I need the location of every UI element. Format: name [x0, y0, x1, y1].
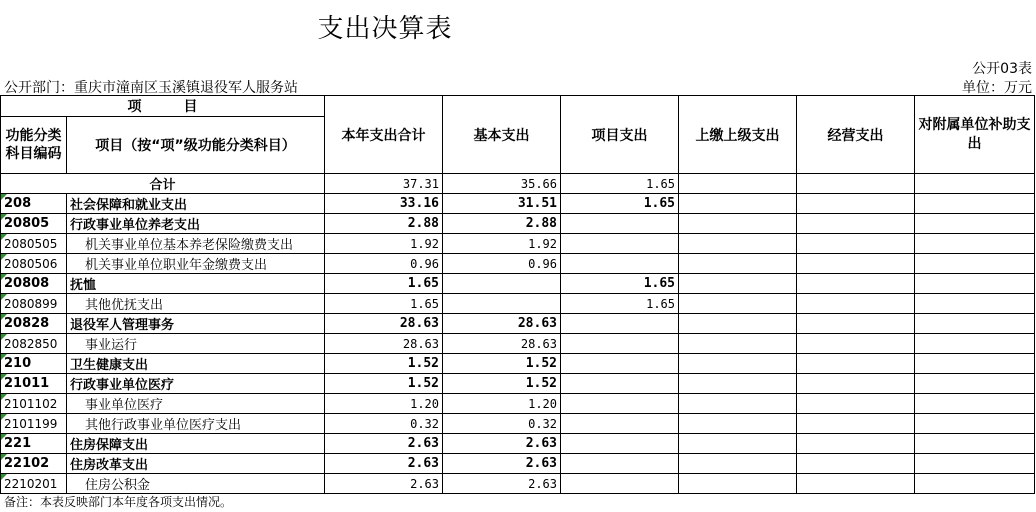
row-total: 28.63: [325, 314, 443, 334]
table-row: [1, 414, 1035, 434]
cell-marker-icon: [1, 414, 7, 420]
page-title: 支出决算表: [317, 14, 453, 44]
row-project: [561, 474, 679, 494]
row-code: [1, 214, 67, 234]
row-code-text: 2101102: [4, 396, 58, 411]
row-code: [1, 194, 67, 214]
row-upper: [679, 414, 797, 434]
row-business: [797, 474, 915, 494]
row-upper: [679, 254, 797, 274]
row-business: [797, 374, 915, 394]
row-subsidiary: [915, 254, 1035, 274]
row-code: [1, 334, 67, 354]
unit-label: 单位：万元: [962, 80, 1032, 96]
row-upper: [679, 474, 797, 494]
cell-marker-icon: [1, 474, 7, 480]
row-basic: 2.63: [443, 474, 561, 494]
table-row: [1, 474, 1035, 494]
row-basic: 1.52: [443, 354, 561, 374]
row-total: 2.63: [325, 454, 443, 474]
table-row: [1, 374, 1035, 394]
table-row: [1, 274, 1035, 294]
row-upper: [679, 234, 797, 254]
row-subsidiary: [915, 434, 1035, 454]
total-subsidiary: [915, 174, 1035, 194]
row-name: 机关事业单位职业年金缴费支出: [67, 254, 325, 274]
cell-marker-icon: [1, 314, 7, 320]
row-total: 1.92: [325, 234, 443, 254]
cell-marker-icon: [1, 354, 7, 360]
row-subsidiary: [915, 474, 1035, 494]
row-subsidiary: [915, 354, 1035, 374]
row-upper: [679, 314, 797, 334]
header-upper: 上缴上级支出: [679, 96, 797, 174]
table-row: [1, 394, 1035, 414]
row-upper: [679, 374, 797, 394]
row-code-text: 221: [4, 436, 32, 451]
row-business: [797, 274, 915, 294]
header-subsidiary: 对附属单位补助支出: [915, 96, 1035, 174]
table-row: [1, 254, 1035, 274]
row-code: [1, 374, 67, 394]
row-name: 住房公积金: [67, 474, 325, 494]
row-name: 事业单位医疗: [67, 394, 325, 414]
cell-marker-icon: [1, 374, 7, 380]
row-project: [561, 334, 679, 354]
row-code-text: 20805: [4, 216, 50, 231]
total-project: 1.65: [561, 174, 679, 194]
department-label: 公开部门：重庆市潼南区玉溪镇退役军人服务站: [4, 80, 298, 96]
row-code-text: 208: [4, 196, 32, 211]
row-code: [1, 254, 67, 274]
cell-marker-icon: [1, 294, 7, 300]
table-row: [1, 194, 1035, 214]
cell-marker-icon: [1, 394, 7, 400]
row-code-text: 2101199: [4, 416, 58, 431]
header-item-group: 项 目: [1, 96, 325, 117]
row-upper: [679, 294, 797, 314]
total-basic: 35.66: [443, 174, 561, 194]
total-upper: [679, 174, 797, 194]
row-code: [1, 414, 67, 434]
row-basic: [443, 294, 561, 314]
row-total: 1.65: [325, 274, 443, 294]
row-project: [561, 414, 679, 434]
row-code: [1, 294, 67, 314]
row-code-text: 2210201: [4, 476, 58, 491]
table-row: [1, 234, 1035, 254]
row-code-text: 20828: [4, 316, 50, 331]
row-name: 住房保障支出: [67, 434, 325, 454]
row-subsidiary: [915, 334, 1035, 354]
header-business: 经营支出: [797, 96, 915, 174]
row-business: [797, 354, 915, 374]
cell-marker-icon: [1, 454, 7, 460]
row-project: [561, 454, 679, 474]
row-code: [1, 274, 67, 294]
row-code: [1, 314, 67, 334]
row-total: 0.96: [325, 254, 443, 274]
table-row: [1, 434, 1035, 454]
total-label: 合计: [1, 174, 325, 194]
row-basic: 2.63: [443, 434, 561, 454]
row-subsidiary: [915, 294, 1035, 314]
cell-marker-icon: [1, 274, 7, 280]
row-business: [797, 334, 915, 354]
row-name: 退役军人管理事务: [67, 314, 325, 334]
row-code: [1, 474, 67, 494]
row-subsidiary: [915, 314, 1035, 334]
row-code-text: 21011: [4, 376, 50, 391]
row-project: 1.65: [561, 274, 679, 294]
row-subsidiary: [915, 214, 1035, 234]
row-code: [1, 354, 67, 374]
row-name: 其他优抚支出: [67, 294, 325, 314]
cell-marker-icon: [1, 194, 7, 200]
row-project: 1.65: [561, 294, 679, 314]
form-code: 公开03表: [972, 61, 1032, 77]
cell-marker-icon: [1, 214, 7, 220]
row-basic: 0.96: [443, 254, 561, 274]
row-total: 2.63: [325, 434, 443, 454]
row-basic: 0.32: [443, 414, 561, 434]
row-code-text: 2080506: [4, 256, 58, 271]
row-business: [797, 454, 915, 474]
table-row: [1, 354, 1035, 374]
row-basic: 31.51: [443, 194, 561, 214]
row-code-text: 22102: [4, 456, 50, 471]
row-subsidiary: [915, 414, 1035, 434]
total-row: [1, 174, 1035, 194]
row-code-text: 210: [4, 356, 32, 371]
row-basic: 1.52: [443, 374, 561, 394]
total-total: 37.31: [325, 174, 443, 194]
row-business: [797, 314, 915, 334]
row-upper: [679, 334, 797, 354]
row-subsidiary: [915, 274, 1035, 294]
row-total: 28.63: [325, 334, 443, 354]
row-business: [797, 254, 915, 274]
row-upper: [679, 274, 797, 294]
row-business: [797, 394, 915, 414]
table-row: [1, 214, 1035, 234]
row-project: [561, 234, 679, 254]
row-upper: [679, 434, 797, 454]
row-total: 1.52: [325, 354, 443, 374]
row-upper: [679, 454, 797, 474]
cell-marker-icon: [1, 254, 7, 260]
row-basic: 2.88: [443, 214, 561, 234]
row-business: [797, 234, 915, 254]
row-subsidiary: [915, 234, 1035, 254]
row-business: [797, 434, 915, 454]
row-name: 行政事业单位医疗: [67, 374, 325, 394]
row-business: [797, 194, 915, 214]
header-total: 本年支出合计: [325, 96, 443, 174]
cell-marker-icon: [1, 434, 7, 440]
row-project: [561, 254, 679, 274]
table-row: [1, 294, 1035, 314]
row-code: [1, 234, 67, 254]
row-code-text: 2080899: [4, 296, 58, 311]
row-project: [561, 374, 679, 394]
row-basic: 1.92: [443, 234, 561, 254]
row-total: 2.88: [325, 214, 443, 234]
row-subsidiary: [915, 374, 1035, 394]
table-row: [1, 334, 1035, 354]
row-name: 住房改革支出: [67, 454, 325, 474]
row-code: [1, 434, 67, 454]
cell-marker-icon: [1, 334, 7, 340]
row-total: 1.52: [325, 374, 443, 394]
row-name: 事业运行: [67, 334, 325, 354]
row-total: 33.16: [325, 194, 443, 214]
row-upper: [679, 214, 797, 234]
row-basic: 28.63: [443, 314, 561, 334]
row-code: [1, 454, 67, 474]
row-subsidiary: [915, 394, 1035, 414]
row-business: [797, 294, 915, 314]
row-name: 行政事业单位养老支出: [67, 214, 325, 234]
row-project: 1.65: [561, 194, 679, 214]
row-name: 社会保障和就业支出: [67, 194, 325, 214]
row-upper: [679, 194, 797, 214]
row-project: [561, 434, 679, 454]
row-business: [797, 214, 915, 234]
header-project: 项目支出: [561, 96, 679, 174]
row-business: [797, 414, 915, 434]
total-business: [797, 174, 915, 194]
row-project: [561, 314, 679, 334]
row-project: [561, 354, 679, 374]
table-row: [1, 454, 1035, 474]
row-subsidiary: [915, 454, 1035, 474]
row-basic: [443, 274, 561, 294]
footnote: 备注：本表反映部门本年度各项支出情况。: [4, 495, 233, 509]
row-code-text: 2082850: [4, 336, 58, 351]
row-project: [561, 394, 679, 414]
row-code-text: 2080505: [4, 236, 58, 251]
row-name: 抚恤: [67, 274, 325, 294]
header-basic: 基本支出: [443, 96, 561, 174]
row-total: 0.32: [325, 414, 443, 434]
table-row: [1, 314, 1035, 334]
row-total: 1.65: [325, 294, 443, 314]
row-upper: [679, 394, 797, 414]
row-project: [561, 214, 679, 234]
row-name: 其他行政事业单位医疗支出: [67, 414, 325, 434]
row-name: 卫生健康支出: [67, 354, 325, 374]
header-item-name: 项目（按“项”级功能分类科目）: [67, 117, 325, 174]
row-basic: 2.63: [443, 454, 561, 474]
expenditure-table: [0, 95, 1035, 494]
row-name: 机关事业单位基本养老保险缴费支出: [67, 234, 325, 254]
cell-marker-icon: [1, 234, 7, 240]
row-code-text: 20808: [4, 276, 50, 291]
row-subsidiary: [915, 194, 1035, 214]
row-basic: 28.63: [443, 334, 561, 354]
row-basic: 1.20: [443, 394, 561, 414]
row-upper: [679, 354, 797, 374]
row-total: 2.63: [325, 474, 443, 494]
row-total: 1.20: [325, 394, 443, 414]
header-func-code: 功能分类科目编码: [1, 117, 67, 174]
row-code: [1, 394, 67, 414]
